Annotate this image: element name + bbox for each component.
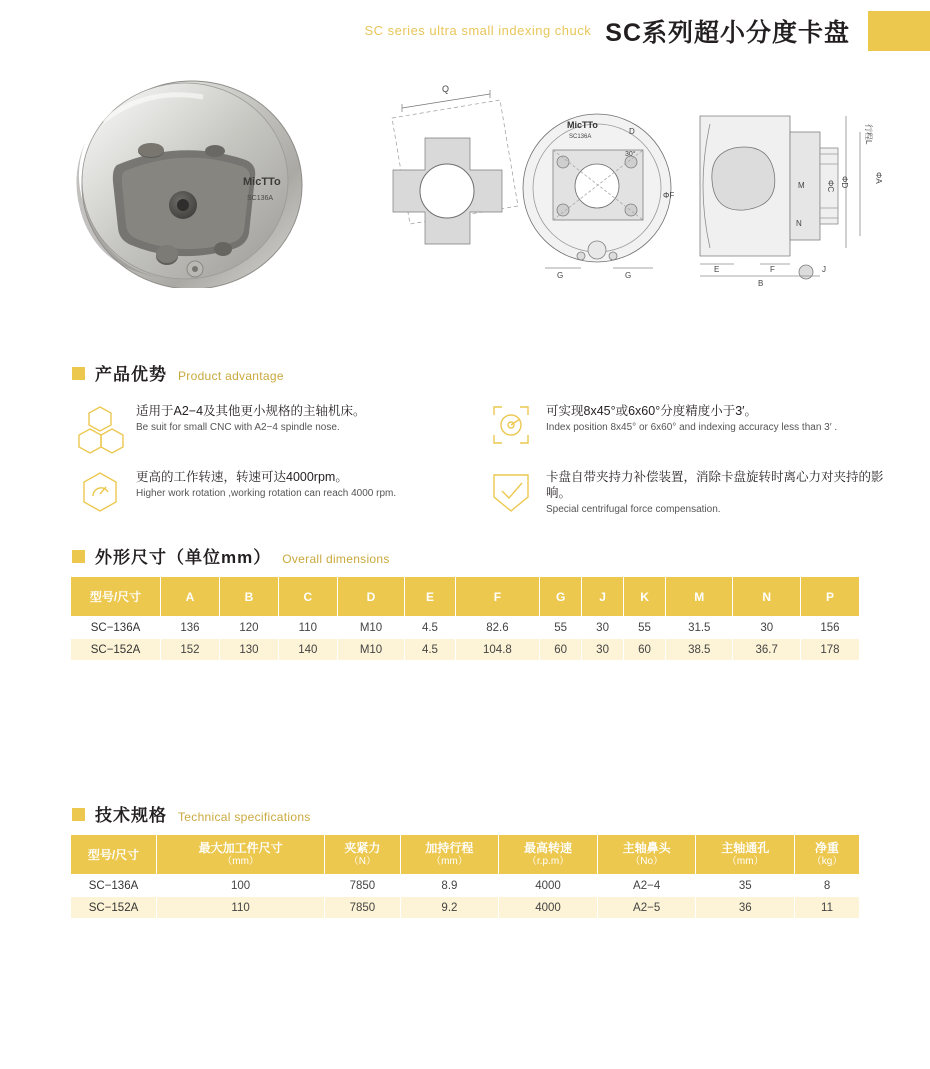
header-chinese-title: SC系列超小分度卡盘 — [605, 19, 850, 47]
section-title-advantage — [72, 360, 930, 385]
svg-text:M: M — [798, 181, 805, 190]
spec-col-nose — [597, 835, 696, 875]
dim-col-a: A — [161, 577, 220, 617]
advantage-item-3-text — [546, 403, 837, 457]
dim-col-d: D — [337, 577, 404, 617]
dim-col-g: G — [540, 577, 582, 617]
advantage-item-3-cn: 可实现8x45°或6x60°分度精度小于3′。 — [546, 404, 758, 418]
product-figures — [0, 68, 930, 318]
svg-text:ΦC: ΦC — [826, 180, 835, 193]
advantage-title-en: Product advantage — [178, 369, 284, 383]
dim-col-f: F — [455, 577, 539, 617]
spec-col-stroke-unit: （mm） — [431, 855, 468, 867]
dim-col-e: E — [405, 577, 455, 617]
spec-r1-bore: 35 — [696, 875, 795, 897]
dim-col-k: K — [624, 577, 666, 617]
dim-r2-d: M10 — [337, 639, 404, 661]
advantage-item-4 — [488, 469, 888, 523]
spec-col-maxsize — [157, 835, 325, 875]
dim-col-c: C — [278, 577, 337, 617]
spec-col-model — [71, 835, 157, 875]
spec-r1-weight: 8 — [795, 875, 860, 897]
spec-r1-nose: A2−4 — [597, 875, 696, 897]
svg-text:G: G — [557, 271, 564, 280]
spec-r2-force: 7850 — [325, 897, 400, 919]
table-header-row — [71, 577, 860, 617]
spec-col-maxsize-cn: 最大加工件尺寸 — [198, 840, 283, 855]
dim-col-m: M — [666, 577, 733, 617]
advantage-item-2-cn: 更高的工作转速，转速可达4000rpm。 — [136, 470, 348, 484]
dimensions-title-cn: 外形尺寸（单位mm） — [95, 548, 272, 567]
page-header — [0, 0, 930, 62]
photo-brand-text: MicTTo — [243, 176, 281, 188]
spec-col-nose-cn: 主轴鼻头 — [622, 840, 671, 855]
specs-title-en: Technical specifications — [178, 810, 311, 824]
product-photo — [55, 73, 325, 288]
advantage-item-2 — [78, 469, 478, 523]
spec-r1-force: 7850 — [325, 875, 400, 897]
table-row — [71, 875, 860, 897]
dim-r2-j: 30 — [582, 639, 624, 661]
dim-col-n: N — [733, 577, 800, 617]
dim-r2-model: SC−152A — [71, 639, 161, 661]
advantage-item-4-text — [546, 469, 888, 523]
spec-col-maxsize-unit: （mm） — [222, 855, 259, 867]
advantage-item-2-en: Higher work rotation ,working rotation can reach 4000 rpm. — [136, 488, 397, 499]
advantage-item-1-cn: 适用于A2−4及其他更小规格的主轴机床。 — [136, 404, 366, 418]
advantage-title-cn: 产品优势 — [95, 365, 167, 384]
spec-col-force — [325, 835, 400, 875]
dim-col-model: 型号/尺寸 — [71, 577, 161, 617]
spec-r1-maxsize: 100 — [157, 875, 325, 897]
spec-col-bore-unit: （mm） — [726, 855, 764, 867]
advantage-item-1-text — [136, 403, 366, 457]
spec-r2-weight: 11 — [795, 897, 860, 919]
dimensions-title-en: Overall dimensions — [282, 552, 390, 566]
shield-check-icon — [488, 469, 546, 523]
section-title-specifications — [72, 801, 930, 826]
dim-r1-n: 30 — [733, 617, 800, 639]
dim-r2-m: 38.5 — [666, 639, 733, 661]
accent-square-icon — [72, 367, 85, 380]
svg-text:F: F — [770, 265, 775, 274]
specs-table — [70, 834, 860, 919]
spec-r1-model: SC−136A — [71, 875, 157, 897]
dim-r1-j: 30 — [582, 617, 624, 639]
spec-r2-maxsize: 110 — [157, 897, 325, 919]
dim-r1-b: 120 — [219, 617, 278, 639]
dim-r2-p: 178 — [800, 639, 859, 661]
svg-text:SC136A: SC136A — [569, 134, 592, 140]
spec-r2-stroke: 9.2 — [400, 897, 499, 919]
advantage-item-3-en: Index position 8x45° or 6x60° and indexing accuracy less than 3′ . — [546, 422, 838, 433]
speed-gauge-icon — [78, 469, 136, 523]
spec-r2-bore: 36 — [696, 897, 795, 919]
table-header-row — [71, 835, 860, 875]
advantage-item-2-text — [136, 469, 396, 523]
specifications-section — [0, 801, 930, 919]
top-view-label-q: Q — [442, 84, 450, 94]
spec-col-nose-unit: （No） — [630, 855, 664, 867]
header-accent-block — [868, 11, 930, 51]
table-row — [71, 639, 860, 661]
side-section-drawing — [670, 76, 900, 291]
dim-r1-e: 4.5 — [405, 617, 455, 639]
dim-r1-k: 55 — [624, 617, 666, 639]
dim-r2-f: 104.8 — [455, 639, 539, 661]
svg-text:ΦF: ΦF — [663, 191, 675, 200]
spec-col-stroke-cn: 加持行程 — [425, 840, 474, 855]
dim-r1-p: 156 — [800, 617, 859, 639]
index-target-icon — [488, 403, 546, 457]
spec-col-rpm-cn: 最高转速 — [524, 840, 573, 855]
svg-text:J: J — [822, 265, 826, 274]
svg-text:N: N — [796, 219, 802, 228]
advantage-item-4-en: Special centrifugal force compensation. — [546, 504, 721, 515]
dim-col-b: B — [219, 577, 278, 617]
dim-r2-k: 60 — [624, 639, 666, 661]
spec-r2-rpm: 4000 — [499, 897, 598, 919]
dim-r2-b: 130 — [219, 639, 278, 661]
dim-r1-f: 82.6 — [455, 617, 539, 639]
dim-r2-a: 152 — [161, 639, 220, 661]
section-title-dimensions — [72, 543, 930, 568]
spec-r2-nose: A2−5 — [597, 897, 696, 919]
dim-col-p: P — [800, 577, 859, 617]
spec-col-weight-unit: （kg） — [811, 855, 843, 867]
photo-model-text: SC136A — [247, 195, 274, 202]
svg-text:ΦD: ΦD — [840, 176, 849, 189]
svg-text:ΦA: ΦA — [874, 172, 883, 184]
spec-col-model-cn: 型号/尺寸 — [87, 847, 140, 862]
spec-r1-stroke: 8.9 — [400, 875, 499, 897]
spec-r1-rpm: 4000 — [499, 875, 598, 897]
dim-r1-m: 31.5 — [666, 617, 733, 639]
dim-r1-model: SC−136A — [71, 617, 161, 639]
dim-r1-a: 136 — [161, 617, 220, 639]
dim-r1-c: 110 — [278, 617, 337, 639]
front-view-drawing — [505, 78, 695, 293]
spec-col-force-cn: 夹紧力 — [344, 840, 381, 855]
advantage-item-1 — [78, 403, 478, 457]
dim-r2-n: 36.7 — [733, 639, 800, 661]
specs-title-cn: 技术规格 — [95, 806, 167, 825]
dim-r2-e: 4.5 — [405, 639, 455, 661]
spec-col-bore — [696, 835, 795, 875]
spec-col-force-unit: （N） — [348, 855, 377, 867]
dimensions-table-wrap — [70, 576, 860, 661]
spec-r2-model: SC−152A — [71, 897, 157, 919]
dimensions-table — [70, 576, 860, 661]
specs-table-wrap — [70, 834, 860, 919]
advantage-item-1-en: Be suit for small CNC with A2−4 spindle nose. — [136, 422, 340, 433]
header-english-title: SC series ultra small indexing chuck — [364, 22, 592, 38]
svg-text:B: B — [758, 279, 764, 288]
spec-col-rpm-unit: （r.p.m） — [526, 855, 570, 867]
spec-col-bore-cn: 主轴通孔 — [721, 840, 770, 855]
dimensions-section — [0, 543, 930, 661]
dim-r1-g: 55 — [540, 617, 582, 639]
svg-text:行程L: 行程L — [864, 124, 873, 145]
advantage-item-3 — [488, 403, 888, 457]
svg-text:G: G — [625, 271, 632, 280]
table-row — [71, 617, 860, 639]
dim-r2-g: 60 — [540, 639, 582, 661]
advantage-list — [0, 403, 930, 533]
svg-text:MicTTo: MicTTo — [567, 120, 598, 130]
dim-col-j: J — [582, 577, 624, 617]
spec-col-weight — [795, 835, 860, 875]
spec-col-weight-cn: 净重 — [815, 840, 840, 855]
svg-text:D: D — [629, 127, 635, 136]
spec-col-stroke — [400, 835, 499, 875]
dim-r1-d: M10 — [337, 617, 404, 639]
hexagons-icon — [78, 403, 136, 457]
accent-square-icon — [72, 550, 85, 563]
spec-col-rpm — [499, 835, 598, 875]
svg-text:30°: 30° — [625, 151, 636, 158]
dim-r2-c: 140 — [278, 639, 337, 661]
advantage-item-4-cn: 卡盘自带夹持力补偿装置，消除卡盘旋转时离心力对夹持的影响。 — [546, 470, 884, 500]
table-row — [71, 897, 860, 919]
svg-text:E: E — [714, 265, 720, 274]
accent-square-icon — [72, 808, 85, 821]
